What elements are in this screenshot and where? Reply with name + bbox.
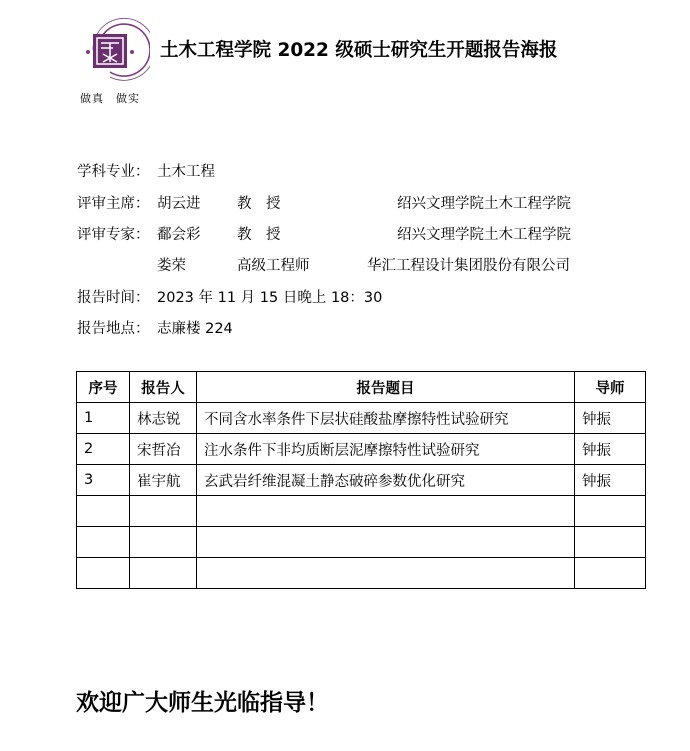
cell-advisor: 钟振 bbox=[575, 403, 646, 434]
report-schedule-table bbox=[76, 371, 646, 589]
table-header-row bbox=[77, 372, 646, 403]
cell-report-title: 注水条件下非均质断层泥摩擦特性试验研究 bbox=[197, 434, 575, 465]
table-row bbox=[77, 558, 646, 589]
cell-report-title bbox=[197, 558, 575, 589]
cell-reporter bbox=[130, 496, 197, 527]
table-row bbox=[77, 465, 646, 496]
header-advisor: 导师 bbox=[575, 372, 646, 403]
cell-reporter: 宋哲冶 bbox=[130, 434, 197, 465]
header-number: 序号 bbox=[77, 372, 130, 403]
place-label: 报告地点： bbox=[77, 321, 150, 337]
cell-report-title: 玄武岩纤维混凝土静态破碎参数优化研究 bbox=[197, 465, 575, 496]
cell-reporter bbox=[130, 527, 197, 558]
cell-number: 3 bbox=[77, 465, 130, 496]
cell-reporter: 崔宇航 bbox=[130, 465, 197, 496]
cell-advisor bbox=[575, 558, 646, 589]
header-reporter: 报告人 bbox=[130, 372, 197, 403]
cell-report-title: 不同含水率条件下层状硅酸盐摩擦特性试验研究 bbox=[197, 403, 575, 434]
cell-reporter bbox=[130, 558, 197, 589]
chair-label: 评审主席： bbox=[77, 196, 150, 212]
cell-number bbox=[77, 558, 130, 589]
cell-advisor bbox=[575, 527, 646, 558]
cell-number bbox=[77, 496, 130, 527]
college-motto: 做真 做实 bbox=[80, 92, 140, 105]
cell-reporter: 林志锐 bbox=[130, 403, 197, 434]
header-report-title: 报告题目 bbox=[197, 372, 575, 403]
chair-name: 胡云进 bbox=[157, 196, 201, 212]
table-row bbox=[77, 496, 646, 527]
college-logo-icon bbox=[70, 14, 150, 86]
cell-report-title bbox=[197, 496, 575, 527]
expert1-title: 教 授 bbox=[237, 227, 281, 243]
discipline-value: 土木工程 bbox=[157, 164, 215, 180]
time-label: 报告时间： bbox=[77, 290, 150, 306]
cell-report-title bbox=[197, 527, 575, 558]
expert2-title: 高级工程师 bbox=[237, 258, 310, 274]
cell-advisor: 钟振 bbox=[575, 465, 646, 496]
table-row bbox=[77, 403, 646, 434]
time-value: 2023 年 11 月 15 日晚上 18：30 bbox=[157, 290, 383, 306]
page-title: 土木工程学院 2022 级硕士研究生开题报告海报 bbox=[160, 40, 558, 61]
discipline-label: 学科专业： bbox=[77, 164, 150, 180]
cell-advisor bbox=[575, 496, 646, 527]
welcome-message: 欢迎广大师生光临指导！ bbox=[76, 690, 329, 716]
expert2-org: 华汇工程设计集团股份有限公司 bbox=[367, 258, 570, 274]
place-value: 志廉楼 224 bbox=[157, 321, 233, 337]
cell-number: 2 bbox=[77, 434, 130, 465]
college-logo bbox=[70, 14, 150, 86]
cell-advisor: 钟振 bbox=[575, 434, 646, 465]
chair-org: 绍兴文理学院土木工程学院 bbox=[397, 196, 571, 212]
chair-title: 教 授 bbox=[237, 196, 281, 212]
cell-number bbox=[77, 527, 130, 558]
expert1-org: 绍兴文理学院土木工程学院 bbox=[397, 227, 571, 243]
table-row bbox=[77, 434, 646, 465]
cell-number: 1 bbox=[77, 403, 130, 434]
table-row bbox=[77, 527, 646, 558]
expert1-name: 鄱会彩 bbox=[157, 227, 201, 243]
experts-label: 评审专家： bbox=[77, 227, 150, 243]
expert2-name: 娄荣 bbox=[157, 258, 186, 274]
